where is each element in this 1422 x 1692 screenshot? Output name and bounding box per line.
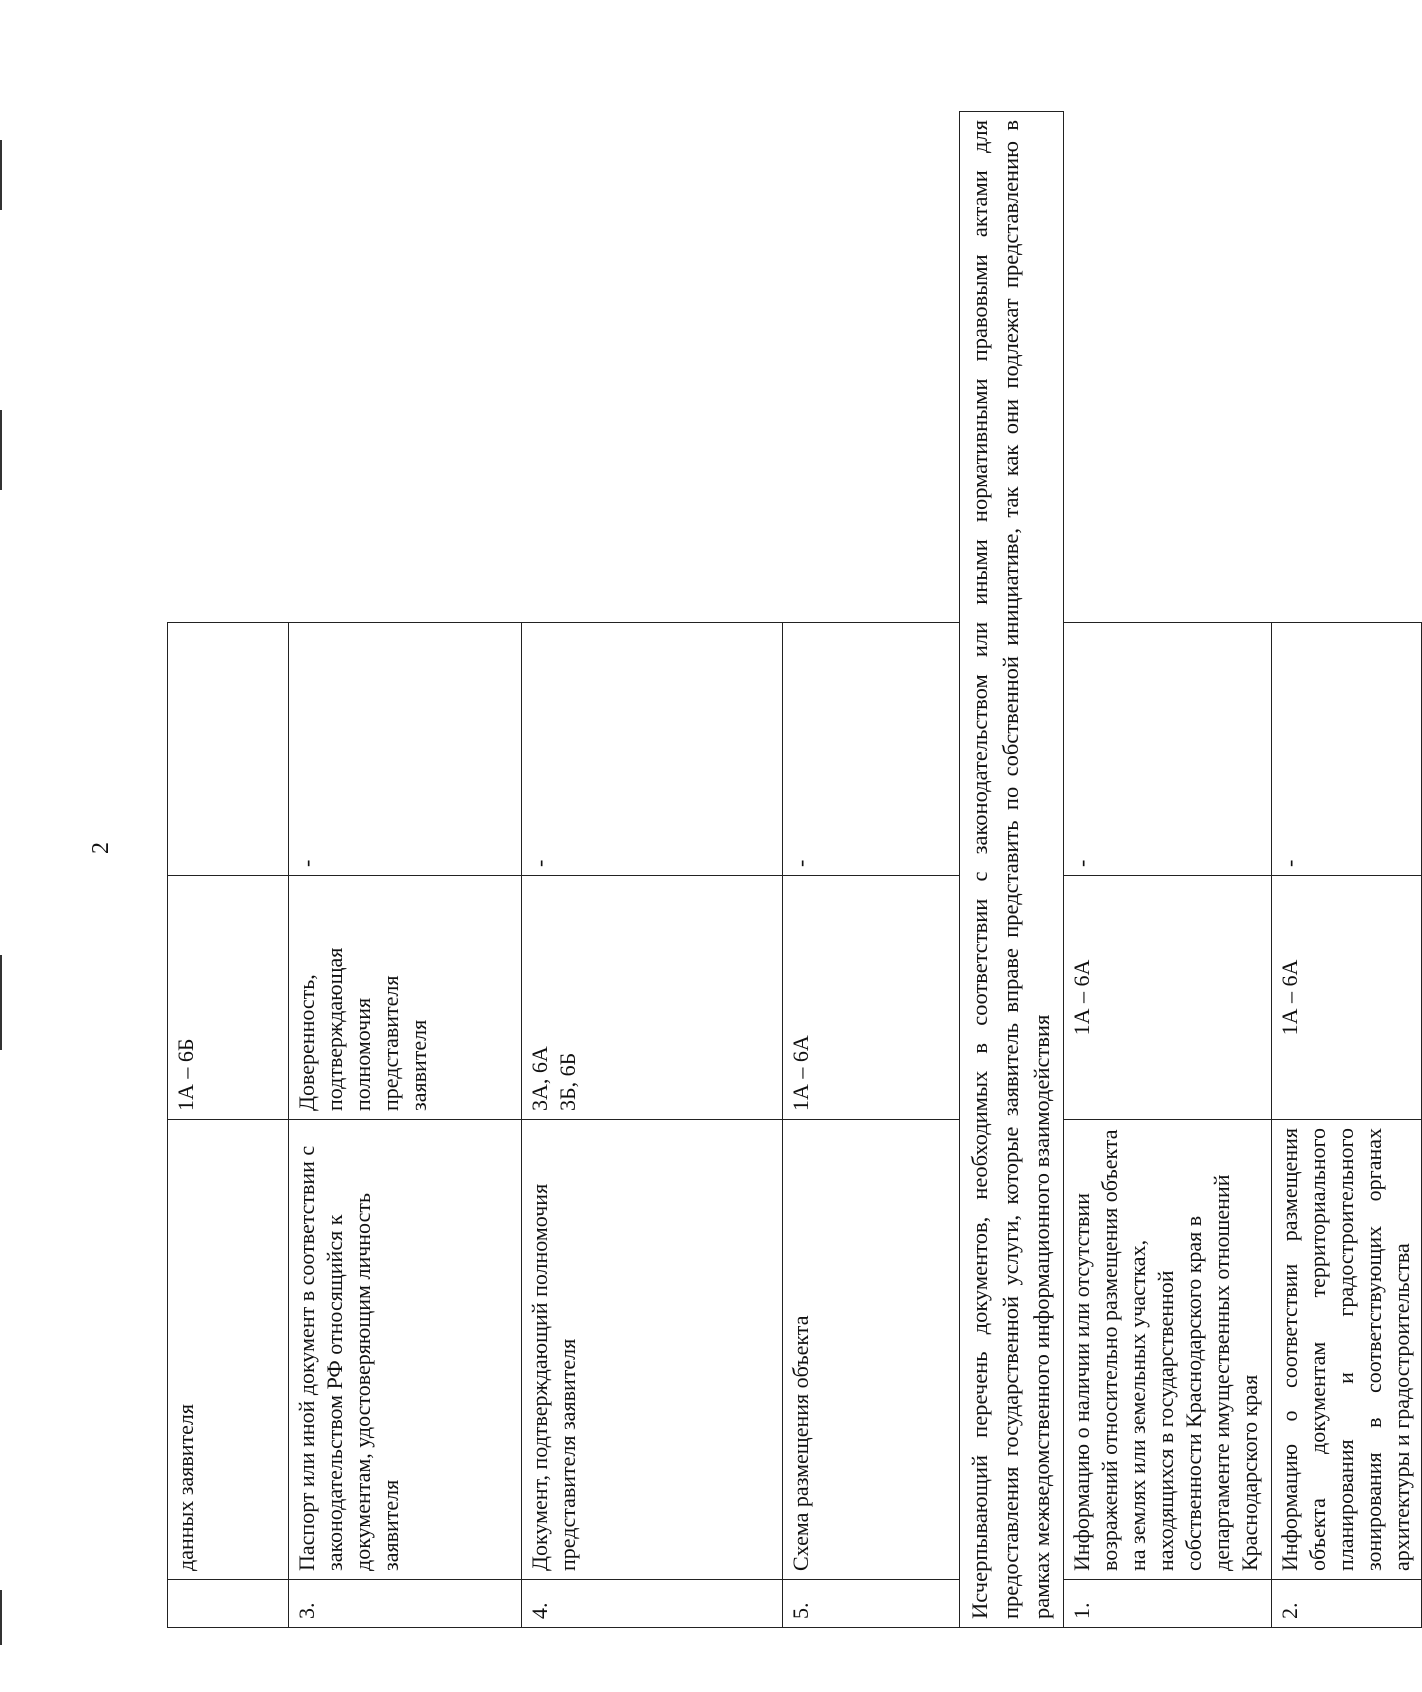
document-table-stage xyxy=(167,112,1414,1628)
document-table-container xyxy=(167,112,1414,1628)
scan-edge-mark xyxy=(0,1590,2,1645)
document-sample: 1А – 6Б xyxy=(168,876,289,1120)
document-sample: 1А – 6А xyxy=(783,876,960,1120)
document-sample: 1А – 6А xyxy=(1064,876,1272,1120)
row-number: 1. xyxy=(1064,1580,1272,1628)
scan-edge-mark xyxy=(0,955,2,1050)
row-number: 2. xyxy=(1272,1580,1422,1628)
document-sample: 1А – 6А xyxy=(1272,876,1422,1120)
table-row xyxy=(1064,112,1272,1628)
document-name: Схема размещения объекта xyxy=(783,1120,960,1580)
document-name: данных заявителя xyxy=(168,1120,289,1580)
page-number: 2 xyxy=(88,842,114,854)
row-number: 5. xyxy=(783,1580,960,1628)
document-name: Информацию о наличии или отсутствии возражений относительно размещения объекта на землях или земельных участках, находящихся в государственной собственности Краснодарского края в департаменте имущественных отношений Краснодарского края xyxy=(1064,1120,1272,1580)
row-number: 4. xyxy=(522,1580,783,1628)
document-name: Информацию о соответствии размещения объекта документам территориального планирования и градостроительного зонирования в соответствующих органах архитектуры и градостроительства xyxy=(1272,1120,1422,1580)
scan-edge-mark xyxy=(0,140,2,210)
document-extra: - xyxy=(1064,623,1272,876)
row-number: 3. xyxy=(289,1580,522,1628)
table-row xyxy=(783,112,960,1628)
section-heading-row xyxy=(960,112,1064,1628)
scan-edge-mark xyxy=(0,410,2,490)
table-row xyxy=(1272,112,1422,1628)
document-extra: - xyxy=(783,623,960,876)
document-name: Документ, подтверждающий полномочия представителя заявителя xyxy=(522,1120,783,1580)
section-heading: Исчерпывающий перечень документов, необходимых в соответствии с законодательством или иными нормативными правовыми актами для предоставления государственной услуги, которые заявитель вправе представить по собственной инициативе, так как они подлежат представлению в рамках межведомственного информационного взаимодействия xyxy=(960,112,1064,1628)
document-extra: - xyxy=(1272,623,1422,876)
table-row xyxy=(289,112,522,1628)
table-row xyxy=(522,112,783,1628)
document-sample: 3А, 6А 3Б, 6Б xyxy=(522,876,783,1120)
table-row xyxy=(168,112,289,1628)
document-extra: - xyxy=(522,623,783,876)
document-extra: - xyxy=(289,623,522,876)
document-name: Паспорт или иной документ в соответствии с законодательством РФ относящийся к документам, удостоверяющим личность заявителя xyxy=(289,1120,522,1580)
document-sample: Доверенность, подтверждающая полномочия представителя заявителя xyxy=(289,876,522,1120)
documents-table xyxy=(167,111,1422,1628)
document-extra xyxy=(168,623,289,876)
row-number xyxy=(168,1580,289,1628)
